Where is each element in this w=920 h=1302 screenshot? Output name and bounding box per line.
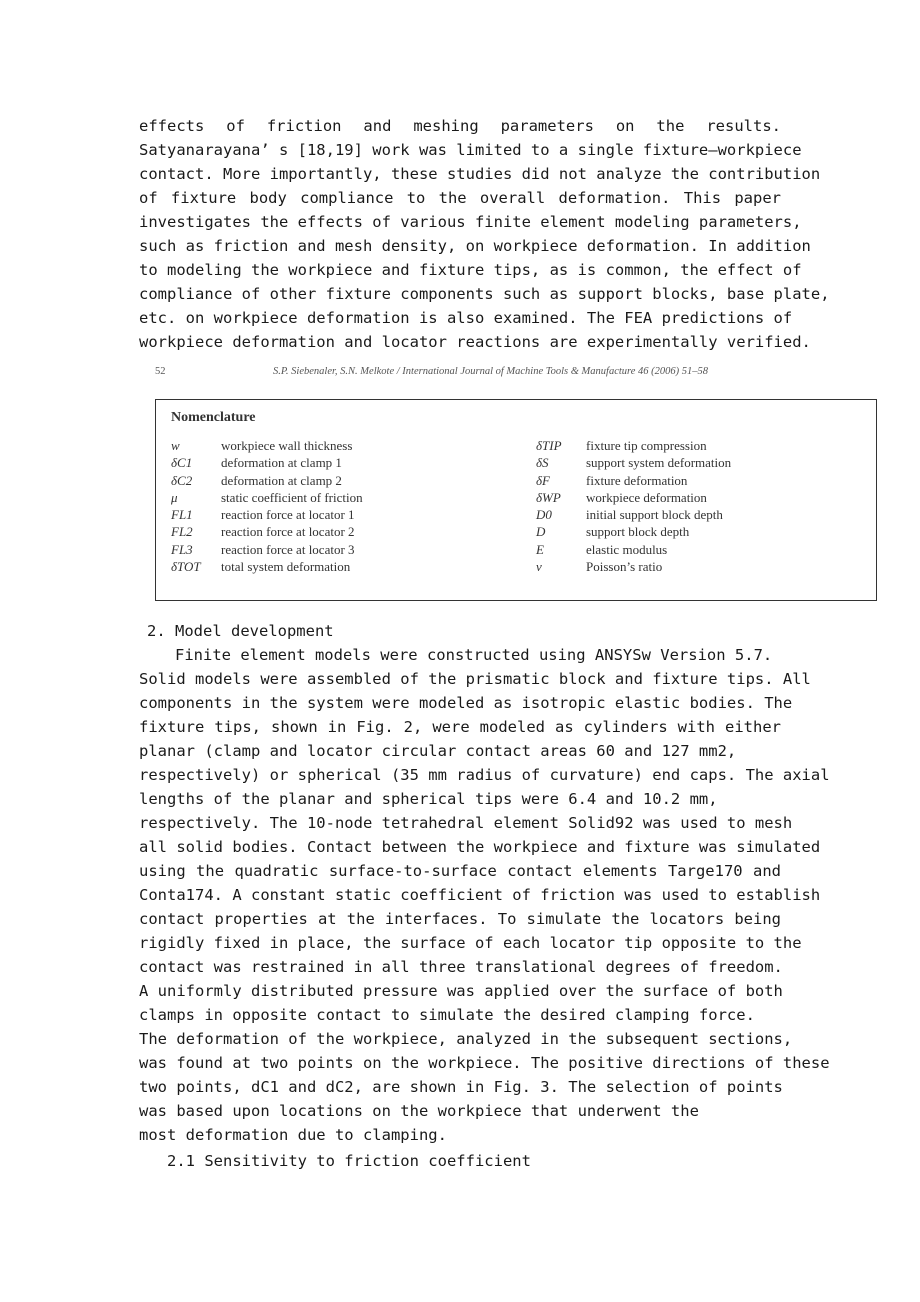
text-line: lengths of the planar and spherical tips were 6.4 and 10.2 mm, [139,790,718,808]
nomenclature-symbol: δTOT [171,559,201,575]
section-heading-model-development: 2. Model development [147,622,334,640]
nomenclature-symbol: D [536,524,546,540]
text-line: all solid bodies. Contact between the workpiece and fixture was simulated [139,838,821,856]
nomenclature-definition: elastic modulus [586,541,668,557]
text-line: of fixture body compliance to the overall deformation. This paper [139,189,781,207]
nomenclature-definition: support system deformation [586,455,732,471]
nomenclature-definition: total system deformation [221,559,351,575]
nomenclature-definition: workpiece wall thickness [221,438,353,453]
nomenclature-symbol: δC2 [171,472,193,488]
nomenclature-symbol: δC1 [171,455,193,471]
nomenclature-definition: fixture tip compression [586,438,707,453]
nomenclature-definition: support block depth [586,524,690,540]
nomenclature-symbol: FL1 [171,507,193,523]
nomenclature-symbol: δF [536,472,550,488]
text-line: such as friction and mesh density, on workpiece deformation. In addition [139,237,811,255]
text-line: contact. More importantly, these studies did not analyze the contribution [139,165,821,183]
nomenclature-definition: reaction force at locator 3 [221,541,355,557]
text-line: planar (clamp and locator circular contact areas 60 and 127 mm2, [139,742,737,760]
nomenclature-definition: deformation at clamp 2 [221,472,342,488]
text-line: respectively) or spherical (35 mm radius of curvature) end caps. The axial [139,766,830,784]
nomenclature-symbol: E [536,541,544,557]
nomenclature-symbol: D0 [536,507,552,523]
text-line: workpiece deformation and locator reactions are experimentally verified. [139,333,811,351]
text-line: contact was restrained in all three translational degrees of freedom. [139,958,783,976]
text-line: Satyanarayana’ s [18,19] work was limited to a single fixture–workpiece [139,141,802,159]
nomenclature-definition: workpiece deformation [586,489,707,505]
nomenclature-symbol: ν [536,559,542,575]
text-line: was found at two points on the workpiece. The positive directions of these [139,1054,830,1072]
nomenclature-definition: Poisson’s ratio [586,559,663,575]
text-line: Conta174. A constant static coefficient of friction was used to establish [139,886,821,904]
text-line: A uniformly distributed pressure was applied over the surface of both [139,982,783,1000]
text-line: effects of friction and meshing parameters on the results. [139,117,781,135]
nomenclature-symbol: δTIP [536,438,562,453]
text-line: was based upon locations on the workpiece that underwent the [139,1102,699,1120]
nomenclature-definition: deformation at clamp 1 [221,455,342,471]
journal-citation: S.P. Siebenaler, S.N. Melkote / International Journal of Machine Tools & Manufacture 46 (2006) 51–58 [273,366,709,377]
text-line: The deformation of the workpiece, analyzed in the subsequent sections, [139,1030,793,1048]
intro-paragraph [139,114,830,354]
text-line: most deformation due to clamping. [139,1126,447,1144]
text-line: investigates the effects of various finite element modeling parameters, [139,213,802,231]
page-number: 52 [155,366,166,377]
text-line: etc. on workpiece deformation is also examined. The FEA predictions of [139,309,793,327]
nomenclature-symbol: FL3 [171,541,193,557]
text-line: rigidly fixed in place, the surface of each locator tip opposite to the [139,934,802,952]
section-heading-friction-sensitivity: 2.1 Sensitivity to friction coefficient [167,1152,531,1170]
nomenclature-definition: initial support block depth [586,507,723,523]
nomenclature-symbol: μ [171,489,178,505]
nomenclature-definition: fixture deformation [586,472,688,488]
model-development-paragraph [139,643,830,1147]
text-line: respectively. The 10-node tetrahedral element Solid92 was used to mesh [139,814,793,832]
text-line: clamps in opposite contact to simulate the desired clamping force. [139,1006,755,1024]
nomenclature-symbol: δWP [536,489,561,505]
nomenclature-definition: static coefficient of friction [221,489,363,505]
text-line: contact properties at the interfaces. To simulate the locators being [139,910,781,928]
text-line: Finite element models were constructed using ANSYSw Version 5.7. [175,646,773,664]
journal-running-header [155,366,765,382]
nomenclature-box [155,399,877,601]
text-line: two points, dC1 and dC2, are shown in Fig. 3. The selection of points [139,1078,783,1096]
text-line: Solid models were assembled of the prismatic block and fixture tips. All [139,670,811,688]
text-line: using the quadratic surface-to-surface contact elements Targe170 and [139,862,781,880]
nomenclature-definition: reaction force at locator 2 [221,524,355,540]
nomenclature-definition: reaction force at locator 1 [221,507,355,523]
nomenclature-symbol: FL2 [171,524,193,540]
nomenclature-symbol: δS [536,455,549,471]
nomenclature-symbol: w [171,438,180,453]
text-line: components in the system were modeled as isotropic elastic bodies. The [139,694,793,712]
text-line: compliance of other fixture components such as support blocks, base plate, [139,285,830,303]
text-line: to modeling the workpiece and fixture tips, as is common, the effect of [139,261,802,279]
text-line: fixture tips, shown in Fig. 2, were modeled as cylinders with either [139,718,781,736]
nomenclature-heading: Nomenclature [171,410,256,425]
